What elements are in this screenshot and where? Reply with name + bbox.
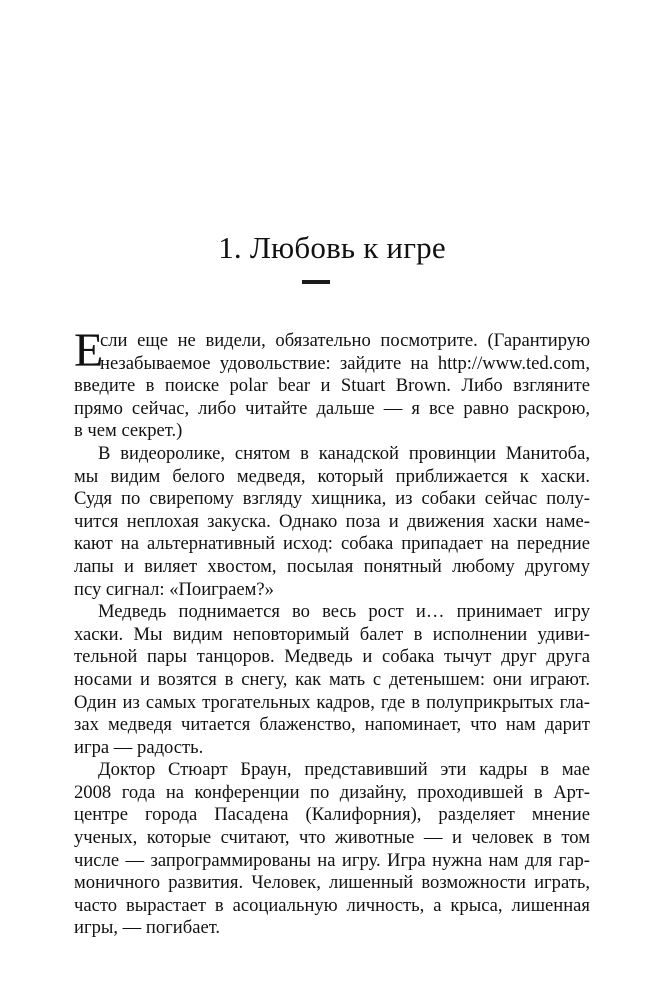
text-line: часто вырастает в асоциальную личность, а крыса, лишенная bbox=[74, 894, 590, 916]
text-line: ученых, которые считают, что животные — и человек в том bbox=[74, 827, 590, 849]
text-line: лапы и виляет хвостом, посылая понятный любому другому bbox=[74, 555, 590, 577]
paragraph-4 bbox=[74, 759, 590, 940]
text-line: игры, — погибает. bbox=[74, 917, 221, 939]
text-line: сли еще не видели, обязательно посмотрите. (Гарантирую bbox=[100, 330, 590, 351]
text-line: носами и возятся в снегу, как мать с детенышем: они играют. bbox=[74, 668, 590, 690]
text-line: Медведь поднимается во весь рост и… принимает игру bbox=[98, 601, 590, 623]
text-line: 2008 года на конференции по дизайну, проходившей в Арт- bbox=[74, 781, 590, 803]
text-line: введите в поиске polar bear и Stuart Brown. Либо взгляните bbox=[74, 375, 590, 397]
text-line: в чем секрет.) bbox=[74, 420, 183, 442]
text-line: псу сигнал: «Поиграем?» bbox=[74, 578, 274, 600]
paragraph-2 bbox=[74, 443, 590, 601]
text-line: центре города Пасадена (Калифорния), разделяет мнение bbox=[74, 804, 590, 826]
text-line: Судя по свирепому взгляду хищника, из собаки сейчас полу- bbox=[74, 488, 590, 510]
title-rule bbox=[302, 280, 330, 284]
text-line: мы видим белого медведя, который приближается к хаски. bbox=[74, 465, 590, 487]
text-line: кают на альтернативный исход: собака припадает на передние bbox=[74, 533, 590, 555]
text-line: хаски. Мы видим неповторимый балет в исполнении удиви- bbox=[74, 623, 590, 645]
text-line: игра — радость. bbox=[74, 736, 204, 758]
paragraph-1 bbox=[74, 324, 590, 443]
text-line: чится неплохая закуска. Однако поза и движения хаски наме- bbox=[74, 510, 590, 532]
text-line: прямо сейчас, либо читайте дальше — я все равно раскрою, bbox=[74, 397, 590, 419]
text-line: тельной пары танцоров. Медведь и собака тычут друг друга bbox=[74, 646, 590, 668]
text-line: Один из самых трогательных кадров, где в полуприкрытых гла- bbox=[74, 691, 590, 713]
drop-cap: Е bbox=[74, 324, 104, 377]
text-line: Доктор Стюарт Браун, представивший эти кадры в мае bbox=[98, 759, 590, 781]
text-line: В видеоролике, снятом в канадской провинции Манитоба, bbox=[98, 442, 590, 464]
chapter-title: 1. Любовь к игре bbox=[218, 230, 446, 265]
text-line: незабываемое удовольствие: зайдите на http://www.ted.com, bbox=[100, 352, 590, 374]
text-line: зах медведя читается блаженство, напоминает, что нам дарит bbox=[74, 714, 590, 736]
text-line: моничного развития. Человек, лишенный возможности играть, bbox=[74, 872, 590, 894]
text-line: числе — запрограммированы на игру. Игра нужна нам для гар- bbox=[74, 849, 590, 871]
body-text bbox=[74, 324, 590, 940]
paragraph-3 bbox=[74, 601, 590, 759]
